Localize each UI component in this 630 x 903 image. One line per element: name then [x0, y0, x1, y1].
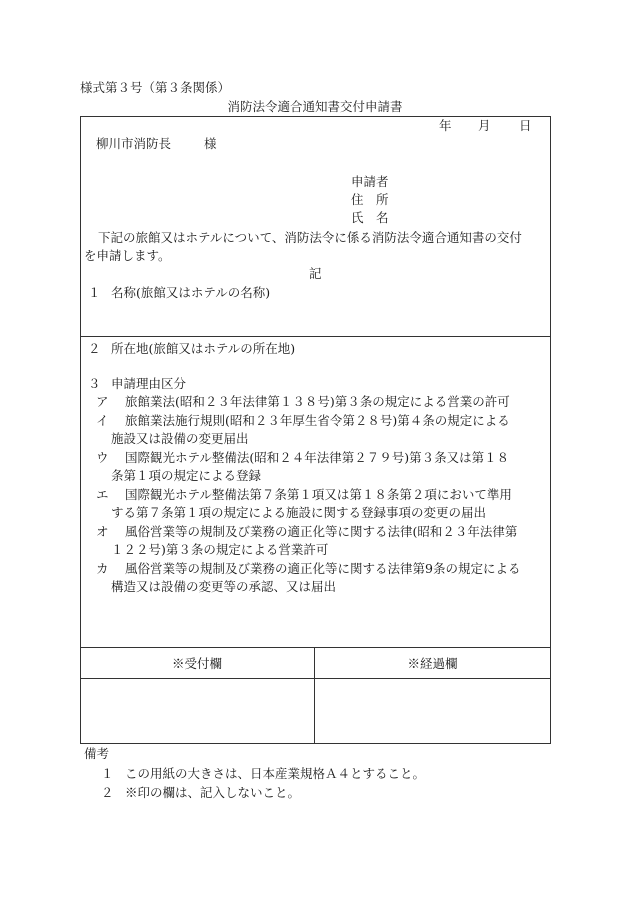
date-month-label: 月 [478, 118, 491, 133]
reason-a-line1: 旅館業法(昭和２３年法律第１３８号)第３条の規定による営業の許可 [125, 394, 510, 409]
reason-ka-line2: 構造又は設備の変更等の承認、又は届出 [111, 579, 337, 594]
request-text-line2: を申請します。 [84, 248, 171, 263]
reason-e-line1: 国際観光ホテル整備法第７条第１項又は第１８条第２項において準用 [125, 487, 512, 502]
form-number: 様式第３号（第３条関係） [80, 80, 231, 95]
note-2-number: ２ [101, 785, 114, 800]
addressee-name: 柳川市消防長 [96, 136, 172, 151]
reason-u-line2: 条第１項の規定による登録 [111, 468, 262, 483]
date-day-label: 日 [519, 118, 532, 133]
reason-e-line2: する第７条第１項の規定による施設に関する登録事項の変更の届出 [111, 505, 487, 520]
reason-i-line1: 旅館業法施行規則(昭和２３年厚生省令第２８号)第４条の規定による [125, 413, 510, 428]
applicant-address-label: 住 所 [351, 192, 389, 207]
section2-number: ２ [88, 341, 101, 356]
reason-ka-line1: 風俗営業等の規制及び業務の適正化等に関する法律第9条の規定による [125, 561, 521, 576]
reason-a-mark: ア [96, 394, 109, 409]
applicant-label: 申請者 [351, 174, 389, 189]
section3-label: 申請理由区分 [111, 376, 187, 391]
progress-column-header: ※経過欄 [407, 656, 458, 671]
reason-e-mark: エ [96, 487, 109, 502]
section1-number: １ [88, 285, 101, 300]
progress-entry-cell [315, 679, 550, 743]
date-year-label: 年 [439, 118, 452, 133]
reason-ka-mark: カ [96, 561, 109, 576]
note-2-text: ※印の欄は、記入しないこと。 [125, 785, 301, 800]
reason-o-mark: オ [96, 524, 109, 539]
reason-u-line1: 国際観光ホテル整備法(昭和２４年法律第２７９号)第３条又は第１８ [125, 450, 510, 465]
addressee-honorific: 様 [204, 136, 217, 151]
section2-label: 所在地(旅館又はホテルの所在地) [111, 341, 296, 356]
reason-o-line1: 風俗営業等の規制及び業務の適正化等に関する法律(昭和２３年法律第 [125, 524, 518, 539]
section3-number: ３ [88, 376, 101, 391]
ki-marker: 記 [309, 266, 322, 281]
divider-name-location [80, 336, 551, 337]
received-column-header: ※受付欄 [171, 656, 222, 671]
request-text-line1: 下記の旅館又はホテルについて、消防法令に係る消防法令適合通知書の交付 [98, 230, 522, 245]
reason-u-mark: ウ [96, 450, 109, 465]
note-1-text: この用紙の大きさは、日本産業規格Ａ４とすること。 [125, 766, 426, 781]
reason-i-mark: イ [96, 413, 109, 428]
section1-label: 名称(旅館又はホテルの名称) [111, 285, 271, 300]
note-1-number: １ [101, 766, 114, 781]
form-title: 消防法令適合通知書交付申請書 [227, 99, 403, 114]
reason-i-line2: 施設又は設備の変更届出 [111, 431, 249, 446]
received-entry-cell [81, 679, 313, 743]
reason-o-line2: １２２号)第３条の規定による営業許可 [111, 542, 329, 557]
applicant-name-label: 氏 名 [351, 210, 389, 225]
notes-title: 備考 [84, 746, 110, 761]
